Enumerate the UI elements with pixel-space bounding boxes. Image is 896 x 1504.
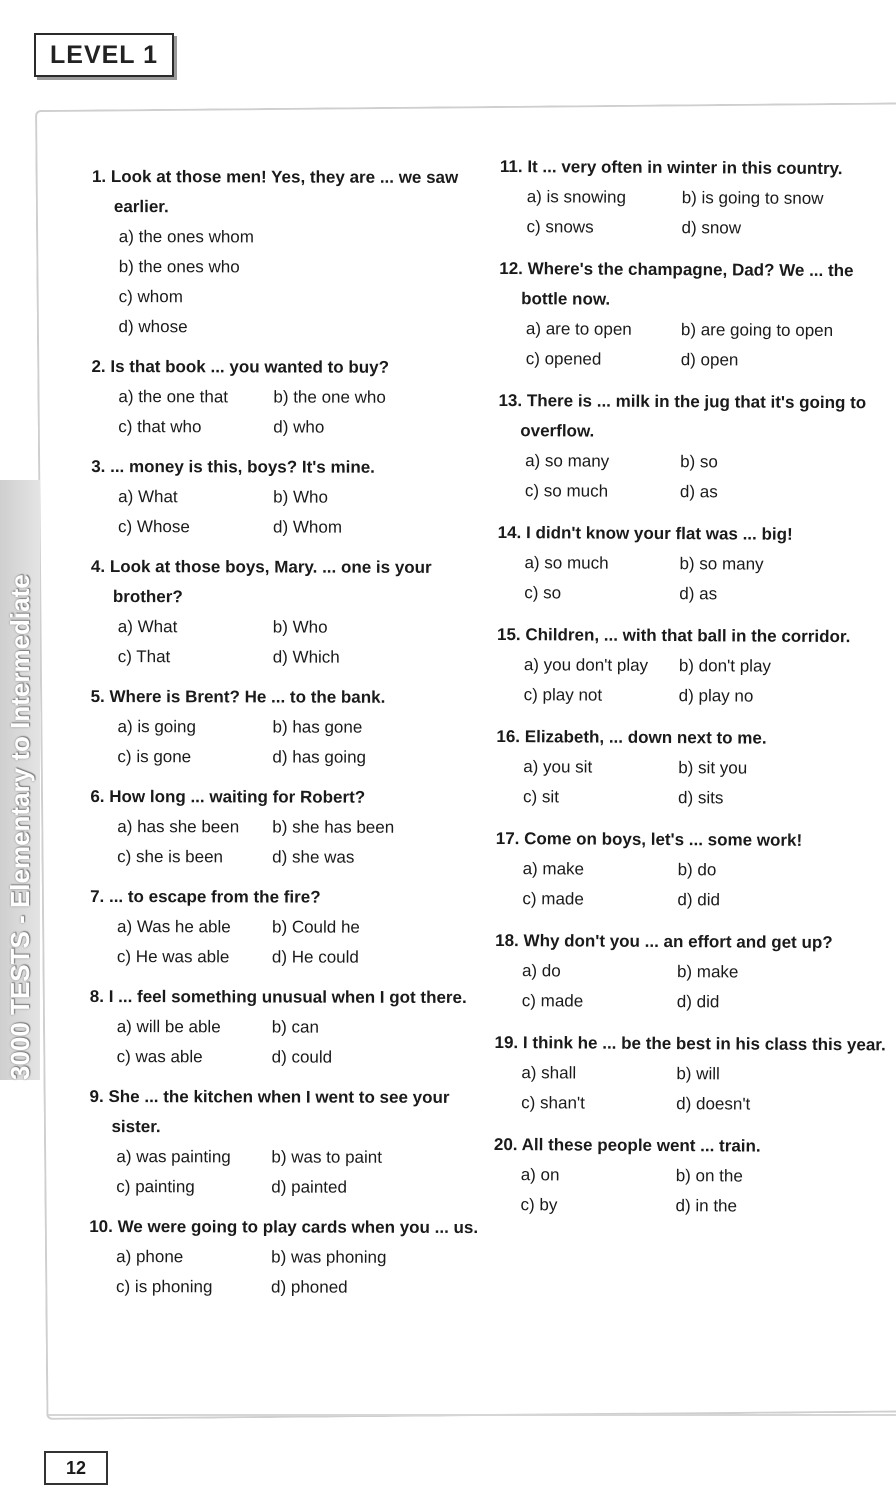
question-prompt: It ... very often in winter in this country.: [527, 157, 843, 179]
question-text: [90, 782, 490, 813]
answer-options: [495, 956, 891, 1018]
question-number: 2.: [91, 356, 106, 377]
answer-option-row: [527, 182, 896, 214]
answer-option: a) make: [522, 859, 585, 879]
answer-option: a) on: [520, 1165, 560, 1185]
answer-option-row: [524, 578, 893, 610]
answer-options: [91, 612, 491, 673]
answer-option-row: [118, 512, 491, 543]
question-prompt: Is that book ... you wanted to buy?: [110, 357, 390, 377]
question-17: [495, 824, 892, 916]
question-number: 15.: [496, 624, 521, 645]
question-prompt: ... money is this, boys? It's mine.: [110, 457, 375, 477]
side-title: 3000 TESTS - Elementary to Intermediate: [5, 574, 35, 1080]
answer-option: a) you sit: [523, 757, 593, 777]
answer-option: c) That: [117, 647, 171, 667]
answer-option-row: [117, 812, 490, 843]
answer-option: a) What: [117, 617, 178, 637]
answer-option-row: [117, 912, 490, 943]
answer-option: c) shan't: [521, 1093, 585, 1113]
answer-options: [495, 854, 891, 916]
answer-options: [498, 446, 894, 508]
answer-option: b) sit you: [678, 758, 748, 778]
question-6: [90, 782, 490, 873]
answer-options: [89, 1142, 489, 1203]
answer-option: a) so many: [525, 451, 610, 471]
question-number: 10.: [89, 1216, 113, 1237]
question-prompt: ... to escape from the fire?: [108, 887, 321, 907]
answer-option-row: [522, 884, 891, 916]
answer-option: b) do: [677, 860, 717, 880]
answer-option: d) doesn't: [676, 1094, 751, 1114]
answer-option-row: [526, 344, 895, 376]
question-prompt: I didn't know your flat was ... big!: [525, 523, 793, 544]
question-text: [91, 682, 491, 713]
answer-option: b) will: [676, 1064, 720, 1084]
answer-options: [89, 1242, 489, 1303]
answer-option-row: [118, 412, 491, 443]
answer-option-row: [523, 854, 892, 886]
answer-option-row: [116, 1172, 489, 1203]
answer-option: b) Could he: [271, 917, 360, 937]
question-text: [89, 1212, 489, 1243]
question-text: [494, 1028, 890, 1060]
answer-option: d) whose: [118, 317, 188, 337]
question-2: [91, 352, 491, 443]
answer-option-row: [118, 612, 491, 643]
answer-option: a) the one that: [118, 387, 229, 407]
question-number: 7.: [90, 886, 105, 907]
question-number: 19.: [494, 1032, 519, 1053]
question-prompt: I ... feel something unusual when I got there.: [108, 987, 467, 1007]
question-text: [90, 982, 490, 1013]
question-text: [498, 386, 894, 448]
answer-option: c) that who: [118, 417, 202, 437]
answer-option: a) are to open: [525, 319, 632, 339]
question-16: [496, 722, 893, 814]
answer-option: d) as: [679, 584, 718, 604]
answer-option: c) sit: [523, 787, 560, 807]
answer-option: a) will be able: [116, 1017, 221, 1037]
answer-option-row: [526, 212, 895, 244]
question-prompt: We were going to play cards when you ... us.: [117, 1217, 479, 1238]
answer-option: a) so much: [524, 553, 609, 573]
answer-option-row: [117, 1042, 490, 1073]
answer-option: a) is snowing: [526, 187, 627, 207]
answer-option-row: [117, 842, 490, 873]
answer-option-row: [523, 782, 892, 814]
answer-option: b) on the: [675, 1166, 743, 1186]
question-text: [497, 620, 893, 652]
answer-option: c) opened: [525, 349, 602, 369]
answer-option: c) is phoning: [116, 1277, 213, 1297]
answer-option: c) so: [524, 583, 562, 603]
answer-option: b) so: [680, 452, 718, 472]
question-number: 8.: [89, 986, 105, 1007]
answer-option: c) snows: [526, 217, 594, 237]
question-prompt: Elizabeth, ... down next to me.: [524, 727, 767, 748]
question-text: [499, 254, 895, 316]
question-11: [499, 152, 896, 244]
answer-option: b) was phoning: [271, 1247, 387, 1267]
answer-options: [91, 382, 491, 443]
question-12: [499, 254, 896, 376]
answer-option: b) so many: [679, 554, 764, 574]
question-column-right: [493, 152, 896, 1222]
answer-option: c) painting: [116, 1177, 195, 1197]
question-text: [496, 824, 892, 856]
answer-option: b) was to paint: [271, 1147, 382, 1167]
answer-options: [493, 1160, 889, 1222]
question-number: 9.: [89, 1086, 104, 1107]
question-number: 18.: [495, 930, 519, 951]
answer-option: d) play no: [678, 686, 754, 706]
answer-option-row: [118, 482, 491, 513]
answer-option: b) she has been: [272, 817, 395, 837]
question-prompt: I think he ... be the best in his class this year.: [522, 1033, 886, 1055]
answer-option: c) so much: [524, 481, 609, 501]
answer-option-row: [117, 1012, 490, 1043]
answer-option: a) has she been: [117, 817, 240, 837]
answer-option-row: [521, 1058, 890, 1090]
answer-option: b) the one who: [273, 387, 386, 407]
answer-options: [499, 314, 895, 376]
question-prompt: Come on boys, let's ... some work!: [524, 829, 803, 850]
question-1: [92, 162, 492, 343]
question-number: 6.: [90, 786, 105, 807]
question-prompt: All these people went ... train.: [521, 1135, 761, 1156]
answer-option: a) do: [521, 961, 561, 981]
answer-option: b) is going to snow: [681, 188, 824, 208]
question-column-left: [89, 162, 492, 1303]
question-prompt: Where is Brent? He ... to the bank.: [109, 687, 386, 707]
answer-option-row: [521, 1088, 890, 1120]
question-text: [495, 926, 891, 958]
answer-option: d) painted: [271, 1177, 347, 1197]
answer-option: c) made: [521, 991, 584, 1011]
question-number: 3.: [91, 456, 106, 477]
question-text: [494, 1130, 890, 1162]
answer-option-row: [116, 1142, 489, 1173]
answer-option: d) open: [680, 350, 739, 370]
question-prompt: Look at those men! Yes, they are ... we saw earlier.: [110, 167, 459, 217]
question-18: [495, 926, 892, 1018]
answer-options: [90, 812, 490, 873]
answer-option: d) in the: [675, 1196, 738, 1216]
answer-option: c) by: [520, 1195, 558, 1215]
question-prompt: Children, ... with that ball in the corridor.: [525, 625, 851, 647]
question-number: 1.: [91, 166, 107, 187]
answer-option: a) phone: [116, 1247, 184, 1267]
answer-option-row: [525, 476, 894, 508]
answer-option: b) make: [676, 962, 739, 982]
answer-option: d) did: [677, 890, 721, 910]
answer-option: d) who: [273, 417, 325, 437]
question-prompt: Why don't you ... an effort and get up?: [523, 931, 833, 953]
answer-options: [496, 752, 892, 814]
answer-option: d) she was: [272, 847, 355, 867]
question-number: 16.: [496, 726, 521, 747]
question-9: [89, 1082, 489, 1203]
answer-option-row: [116, 1242, 489, 1273]
answer-options: [90, 912, 490, 973]
answer-option: a) you don't play: [523, 655, 649, 675]
level-heading: LEVEL 1: [34, 33, 174, 77]
answer-option: c) whom: [118, 287, 183, 307]
answer-option: c) she is been: [117, 847, 224, 867]
question-text: [498, 518, 894, 550]
question-7: [90, 882, 490, 973]
question-text: [91, 552, 491, 613]
question-20: [493, 1130, 890, 1222]
answer-option: d) has going: [272, 747, 367, 767]
question-prompt: Where's the champagne, Dad? We ... the bottle now.: [521, 259, 854, 309]
answer-option: d) phoned: [271, 1277, 348, 1297]
answer-option-row: [524, 548, 893, 580]
answer-option: a) the ones whom: [118, 227, 254, 247]
question-text: [90, 882, 490, 913]
answer-option-row: [118, 642, 491, 673]
answer-option-row: [117, 942, 490, 973]
answer-option-row: [526, 314, 895, 346]
question-14: [497, 518, 894, 610]
question-number: 13.: [498, 390, 523, 411]
answer-option-row: [522, 956, 891, 988]
answer-option: d) Whom: [273, 517, 343, 537]
answer-option-row: [525, 446, 894, 478]
answer-options: [494, 1058, 890, 1120]
answer-option: d) Which: [272, 647, 340, 667]
question-text: [496, 722, 892, 754]
answer-option-row: [520, 1190, 889, 1222]
answer-option: a) Was he able: [116, 917, 231, 937]
question-number: 17.: [495, 828, 520, 849]
question-19: [494, 1028, 891, 1120]
answer-option: a) shall: [521, 1063, 577, 1083]
answer-option: c) made: [522, 889, 584, 909]
question-number: 5.: [90, 686, 105, 707]
answer-option-row: [524, 650, 893, 682]
answer-option: b) can: [271, 1017, 320, 1037]
answer-option-row: [117, 712, 490, 743]
answer-option: d) as: [679, 482, 718, 502]
answer-option: a) is going: [117, 717, 196, 737]
question-text: [91, 452, 491, 483]
frame-bottom-rule: [48, 1414, 896, 1416]
question-4: [91, 552, 491, 673]
answer-option-row: [117, 742, 490, 773]
question-number: 20.: [493, 1134, 518, 1155]
question-text: [91, 352, 491, 383]
answer-options: [91, 482, 491, 543]
question-prompt: Look at those boys, Mary. ... one is your brother?: [109, 557, 432, 607]
answer-option: d) He could: [271, 947, 359, 967]
question-13: [498, 386, 895, 508]
answer-option: d) did: [676, 992, 720, 1012]
answer-options: [90, 712, 490, 773]
answer-options: [497, 650, 893, 712]
answer-option-row: [116, 1272, 489, 1303]
answer-option-row: [521, 1160, 890, 1192]
question-3: [91, 452, 491, 543]
answer-option: c) play not: [523, 685, 603, 705]
answer-option-row: [118, 382, 491, 413]
answer-option: b) don't play: [678, 656, 772, 676]
question-text: [89, 1082, 489, 1143]
answer-option: a) What: [118, 487, 178, 507]
question-15: [497, 620, 894, 712]
question-number: 14.: [497, 522, 522, 543]
question-8: [90, 982, 490, 1073]
question-prompt: There is ... milk in the jug that it's going to overflow.: [520, 391, 867, 441]
answer-option: c) is gone: [117, 747, 192, 767]
answer-option-row: [522, 986, 891, 1018]
answer-option: d) snow: [681, 218, 742, 238]
answer-option: c) was able: [116, 1047, 203, 1067]
answer-option: b) the ones who: [118, 257, 240, 277]
question-text: [92, 162, 492, 223]
answer-option: d) sits: [678, 788, 724, 808]
question-text: [500, 152, 896, 184]
question-number: 12.: [499, 258, 523, 279]
answer-option: b) Who: [272, 617, 328, 637]
question-number: 11.: [499, 156, 523, 177]
answer-option: a) was painting: [116, 1147, 231, 1167]
answer-option-row: [524, 680, 893, 712]
question-10: [89, 1212, 489, 1303]
answer-option: c) Whose: [118, 517, 190, 537]
question-prompt: She ... the kitchen when I went to see your sister.: [108, 1087, 450, 1137]
question-5: [90, 682, 490, 773]
answer-option: b) are going to open: [680, 320, 834, 341]
page-number: 12: [44, 1451, 108, 1485]
answer-options: [90, 1012, 490, 1073]
answer-options: [499, 182, 895, 244]
answer-option: b) has gone: [272, 717, 363, 737]
answer-option: c) He was able: [116, 947, 230, 967]
question-prompt: How long ... waiting for Robert?: [109, 787, 366, 807]
answer-options: [497, 548, 893, 610]
answer-options: [92, 222, 492, 343]
answer-option: b) Who: [273, 487, 328, 507]
answer-option-row: [523, 752, 892, 784]
question-number: 4.: [90, 556, 106, 577]
answer-option: d) could: [271, 1047, 333, 1067]
